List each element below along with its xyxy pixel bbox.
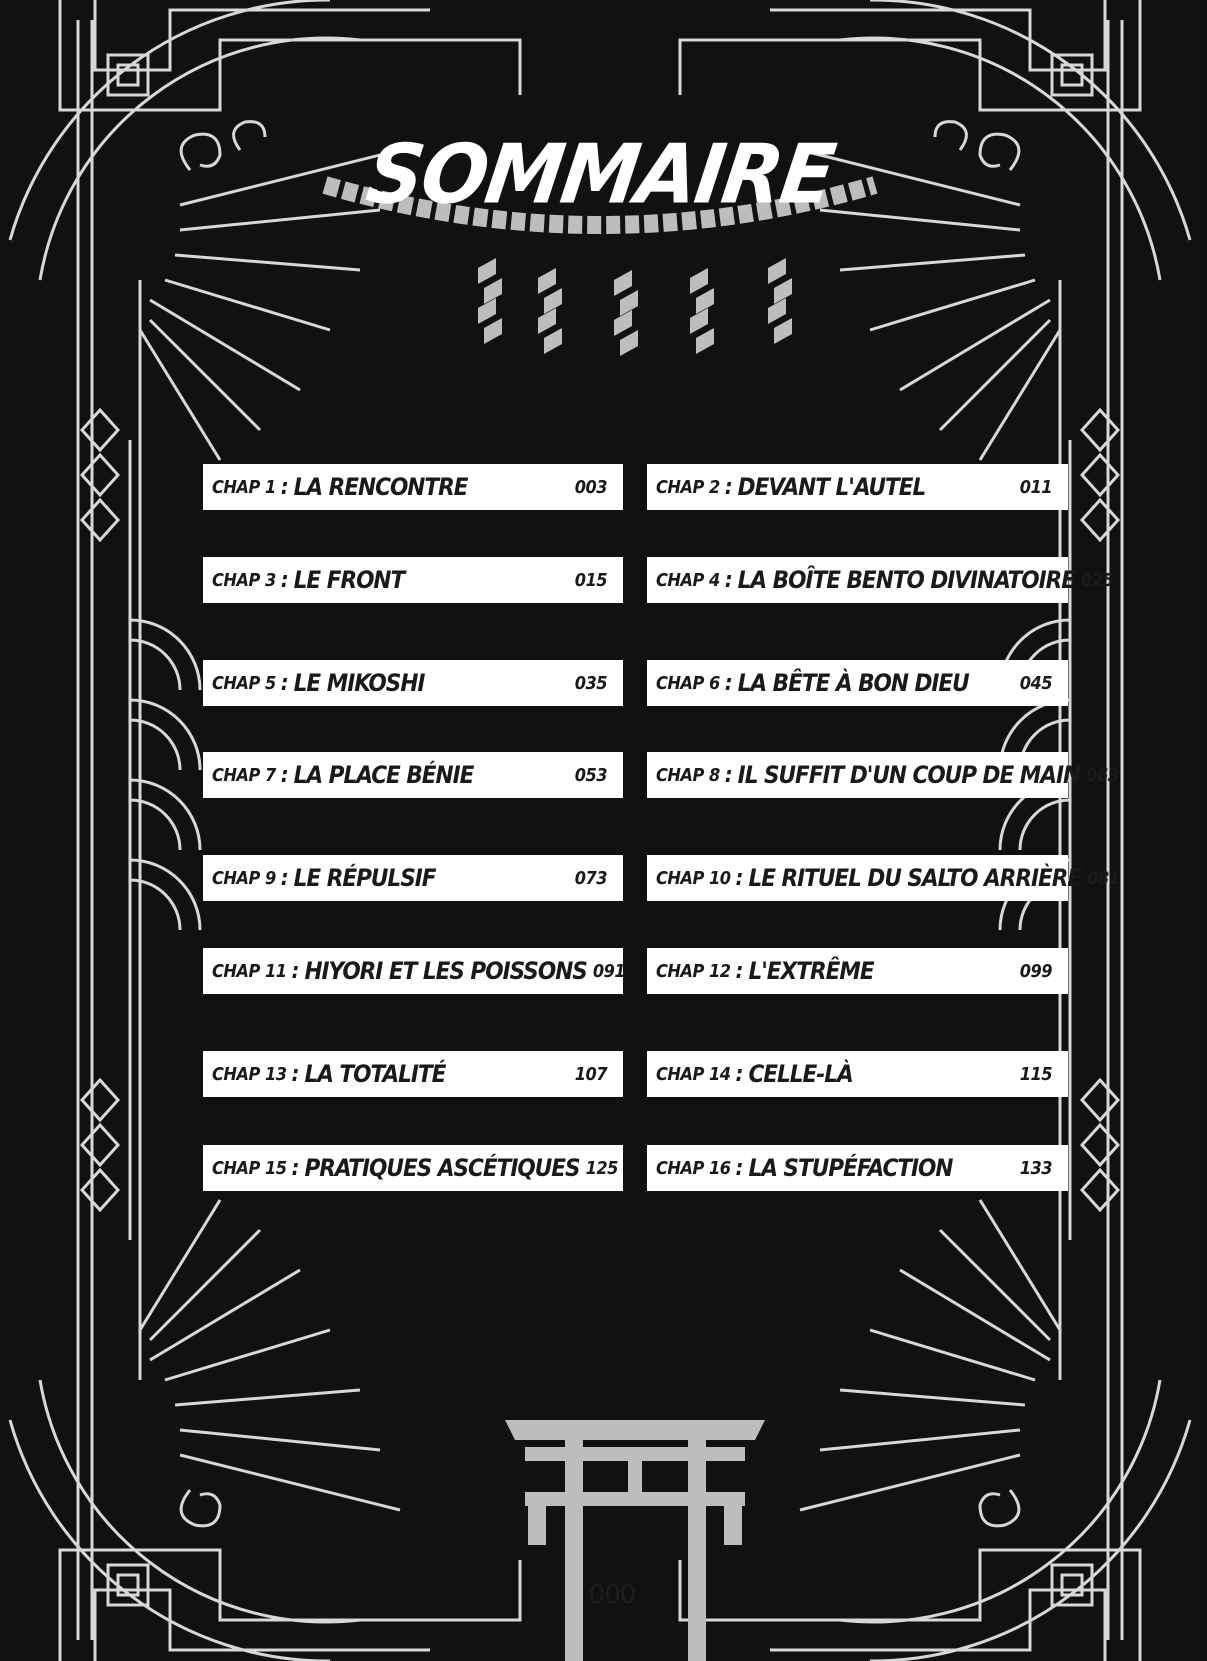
chapter-separator: : <box>280 567 289 593</box>
chapter-label: CHAP 14 <box>656 1063 731 1085</box>
chapter-label: CHAP 13 <box>212 1063 287 1085</box>
chapter-separator: : <box>724 474 733 500</box>
toc-entry <box>203 660 623 706</box>
chapter-page-number: 125 <box>585 1157 618 1179</box>
toc-entry <box>203 855 623 901</box>
chapter-page-number: 011 <box>1019 476 1052 498</box>
chapter-separator: : <box>735 865 744 891</box>
toc-entry <box>203 752 623 798</box>
chapter-separator: : <box>280 865 289 891</box>
chapter-separator: : <box>291 958 300 984</box>
chapter-title: LE RÉPULSIF <box>293 864 436 892</box>
chapter-page-number: 073 <box>574 867 607 889</box>
toc-entry <box>647 855 1120 901</box>
chapter-separator: : <box>280 670 289 696</box>
chapter-separator: : <box>724 670 733 696</box>
chapter-label: CHAP 6 <box>656 672 720 694</box>
chapter-separator: : <box>724 762 733 788</box>
toc-entry <box>203 1145 623 1191</box>
chapter-label: CHAP 4 <box>656 569 720 591</box>
chapter-title: DEVANT L'AUTEL <box>737 473 926 501</box>
chapter-title: HIYORI ET LES POISSONS <box>304 957 587 985</box>
chapter-separator: : <box>735 958 744 984</box>
chapter-page-number: 035 <box>574 672 607 694</box>
chapter-label: CHAP 7 <box>212 764 276 786</box>
chapter-separator: : <box>291 1155 300 1181</box>
chapter-title: IL SUFFIT D'UN COUP DE MAIN <box>737 761 1081 789</box>
chapter-separator: : <box>735 1155 744 1181</box>
chapter-page-number: 081 <box>1087 867 1120 889</box>
page-number: 000 <box>588 1580 636 1610</box>
chapter-separator: : <box>735 1061 744 1087</box>
chapter-label: CHAP 3 <box>212 569 276 591</box>
chapter-title: LA PLACE BÉNIE <box>293 761 474 789</box>
chapter-page-number: 025 <box>1081 569 1114 591</box>
chapter-page-number: 107 <box>574 1063 607 1085</box>
chapter-label: CHAP 2 <box>656 476 720 498</box>
chapter-label: CHAP 15 <box>212 1157 287 1179</box>
chapter-label: CHAP 16 <box>656 1157 731 1179</box>
toc-entry <box>647 660 1068 706</box>
toc-entry <box>203 1051 623 1097</box>
chapter-title: LE FRONT <box>293 566 405 594</box>
chapter-page-number: 091 <box>592 960 626 982</box>
chapter-page-number: 133 <box>1019 1157 1052 1179</box>
chapter-page-number: 003 <box>574 476 607 498</box>
chapter-separator: : <box>291 1061 300 1087</box>
chapter-title: CELLE-LÀ <box>748 1060 853 1088</box>
page-title: SOMMAIRE <box>361 127 839 223</box>
chapter-page-number: 015 <box>574 569 607 591</box>
chapter-label: CHAP 1 <box>212 476 276 498</box>
chapter-title: LA BOÎTE BENTO DIVINATOIRE <box>737 566 1076 594</box>
chapter-separator: : <box>280 762 289 788</box>
toc-entry <box>647 464 1068 510</box>
toc-entry <box>647 752 1119 798</box>
chapter-label: CHAP 11 <box>212 960 287 982</box>
chapter-label: CHAP 5 <box>212 672 276 694</box>
chapter-label: CHAP 12 <box>656 960 731 982</box>
chapter-title: LA STUPÉFACTION <box>748 1154 953 1182</box>
chapter-label: CHAP 10 <box>656 867 731 889</box>
toc-entry <box>203 464 623 510</box>
chapter-page-number: 045 <box>1019 672 1052 694</box>
chapter-page-number: 115 <box>1019 1063 1052 1085</box>
chapter-label: CHAP 9 <box>212 867 276 889</box>
chapter-title: LE MIKOSHI <box>293 669 425 697</box>
chapter-page-number: 053 <box>574 764 607 786</box>
chapter-page-number: 099 <box>1019 960 1052 982</box>
toc-entry <box>203 557 623 603</box>
chapter-title: PRATIQUES ASCÉTIQUES <box>304 1154 580 1182</box>
toc-entry <box>647 1145 1068 1191</box>
toc-entry <box>647 557 1114 603</box>
chapter-title: L'EXTRÊME <box>748 957 874 985</box>
chapter-separator: : <box>724 567 733 593</box>
chapter-separator: : <box>280 474 289 500</box>
toc-entry <box>203 948 626 994</box>
toc-entry <box>647 948 1068 994</box>
chapter-title: LE RITUEL DU SALTO ARRIÈRE <box>748 864 1082 892</box>
chapter-title: LA BÊTE À BON DIEU <box>737 669 969 697</box>
chapter-page-number: 063 <box>1086 764 1119 786</box>
toc-entry <box>647 1051 1068 1097</box>
chapter-title: LA RENCONTRE <box>293 473 468 501</box>
chapter-label: CHAP 8 <box>656 764 720 786</box>
chapter-title: LA TOTALITÉ <box>304 1060 446 1088</box>
